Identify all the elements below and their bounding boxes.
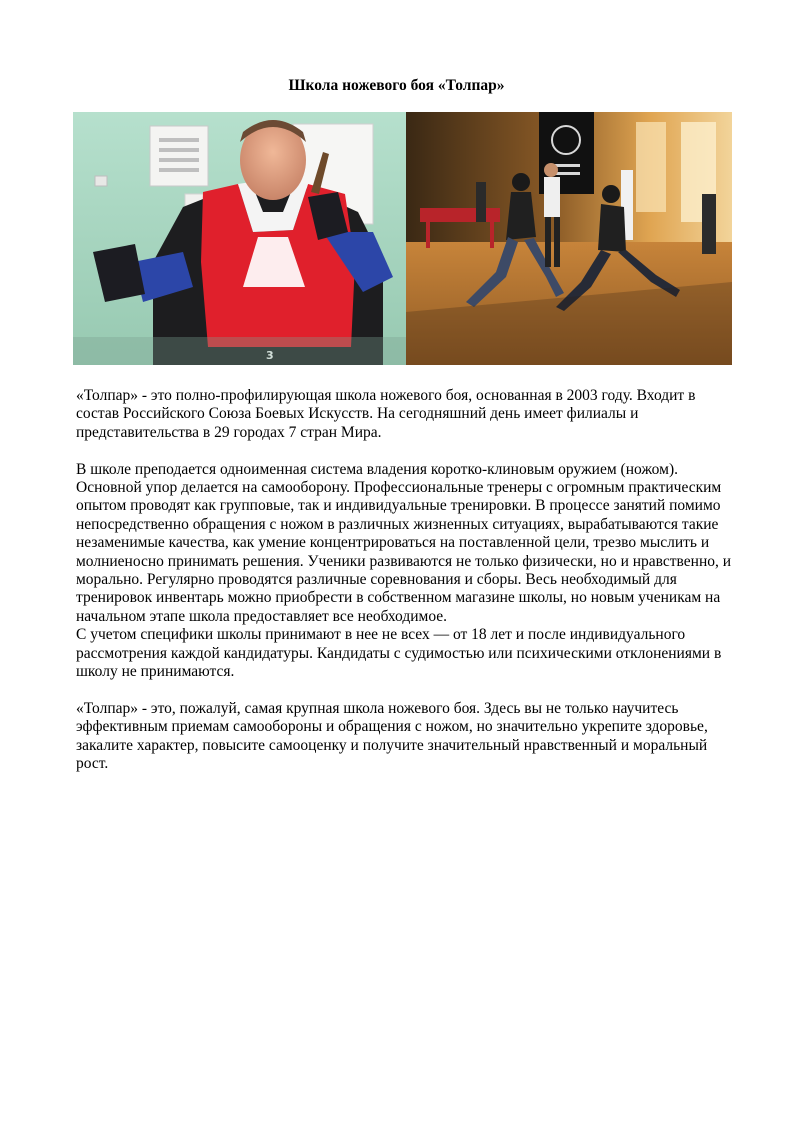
paragraph-admission: С учетом специфики школы принимают в нее не всех — от 18 лет и после индивидуального рассмотрения каждой кандидатуры. Кандидаты с судимостью или психическими отклонениями в школу не принимаются. [76,626,722,681]
page-title: Школа ножевого боя «Толпар» [288,77,505,94]
document-body [76,387,736,774]
photo-sparring [406,112,732,365]
photo-instructor [73,112,406,365]
paragraph-system: В школе преподается одноименная система владения коротко-клиновым оружием (ножом). Основной упор делается на самооборону. Профессиональные тренеры с огромным практическим опытом проводят как групповые, так и индивидуальные тренировки. В процессе занятий помимо непосредственно обращения с ножом в различных жизненных ситуациях, вырабатываются такие незаменимые качества, как умение концентрироваться на поставленной цели, трезво мыслить и молниеносно принимать решения. Ученики развиваются не только физически, но и нравственно, и морально. Регулярно проводятся различные соревнования и сборы. Весь необходимый для тренировок инвентарь можно приобрести в собственном магазине школы, но новым ученикам на начальном этапе школа предоставляет все необходимое. [76,460,732,625]
paragraph-intro: «Толпар» - это полно-профилирующая школа ножевого боя, основанная в 2003 году. Входит в состав Российского Союза Боевых Искусств. На сегодняшний день имеет филиалы и представительства в 29 городах 7 стран Мира. [76,387,696,441]
svg-text:3: 3 [266,349,274,362]
header-photos [73,112,732,365]
paragraph-conclusion: «Толпар» - это, пожалуй, самая крупная школа ножевого боя. Здесь вы не только научитесь эффективным приемам самообороны и обращения с ножом, но значительно укрепите здоровье, закалите характер, повысите самооценку и получите значительный нравственный и моральный рост. [76,699,708,773]
